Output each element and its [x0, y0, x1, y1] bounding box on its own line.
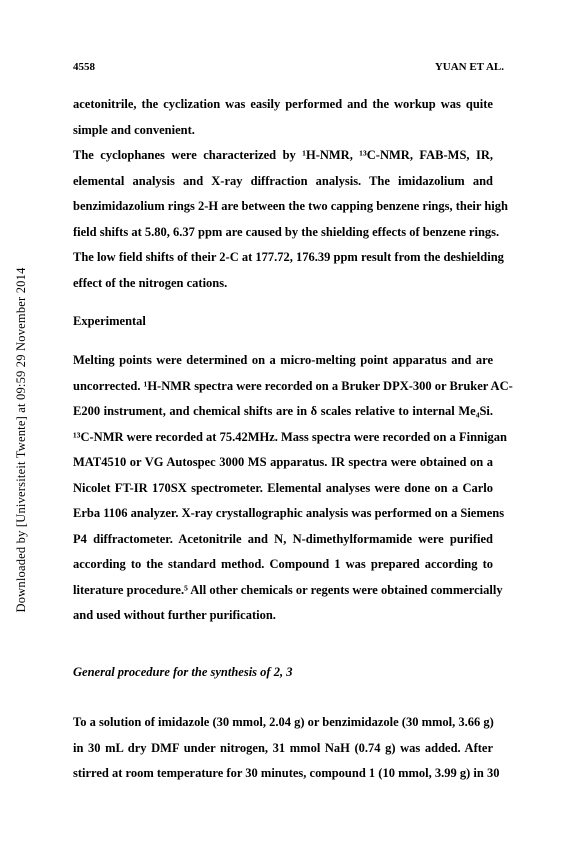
text-line: Nicolet FT-IR 170SX spectrometer. Elemental analyses were done on a Carlo: [73, 480, 493, 495]
text-line: effect of the nitrogen cations.: [73, 275, 228, 290]
text-line: MAT4510 or VG Autospec 3000 MS apparatus. IR spectra were obtained on a: [73, 455, 493, 469]
page-number: 4558: [73, 61, 95, 73]
text-line: ¹³C-NMR were recorded at 75.42MHz. Mass spectra were recorded on a Finnigan: [73, 429, 507, 444]
text-line: The low field shifts of their 2-C at 177.72, 176.39 ppm result from the deshielding: [73, 250, 504, 264]
paragraph-experimental: [73, 348, 513, 629]
text-line: To a solution of imidazole (30 mmol, 2.04 g) or benzimidazole (30 mmol, 3.66 g): [73, 715, 494, 729]
text-line: in 30 mL dry DMF under nitrogen, 31 mmol NaH (0.74 g) was added. After: [73, 740, 493, 755]
download-watermark: Downloaded by [Universiteit Twente] at 09:59 29 November 2014: [14, 267, 28, 613]
text-line: Melting points were determined on a micro-melting point apparatus and are: [73, 353, 493, 367]
text-line: elemental analysis and X-ray diffraction analysis. The imidazolium and: [73, 173, 493, 188]
text-line: according to the standard method. Compound 1 was prepared according to: [73, 557, 493, 571]
paragraph-general-procedure: [73, 710, 500, 787]
text-line: simple and convenient.: [73, 122, 195, 137]
text-line: stirred at room temperature for 30 minutes, compound 1 (10 mmol, 3.99 g) in 30: [73, 766, 500, 780]
text-line: field shifts at 5.80, 6.37 ppm are caused by the shielding effects of benzene rings.: [73, 224, 500, 239]
text-line: E200 instrument, and chemical shifts are in δ scales relative to internal Me₄Si.: [73, 404, 493, 418]
text-line: and used without further purification.: [73, 608, 276, 622]
paragraph-characterization: [73, 143, 508, 296]
text-line: The cyclophanes were characterized by ¹H-NMR, ¹³C-NMR, FAB-MS, IR,: [73, 148, 493, 162]
text-line: P4 diffractometer. Acetonitrile and N, N-dimethylformamide were purified: [73, 531, 493, 546]
text-line: benzimidazolium rings 2-H are between the two capping benzene rings, their high: [73, 199, 508, 213]
subsection-heading-general-procedure: General procedure for the synthesis of 2, 3: [73, 665, 293, 679]
running-header: [73, 61, 504, 75]
text-line: Erba 1106 analyzer. X-ray crystallographic analysis was performed on a Siemens: [73, 506, 505, 520]
text-line: uncorrected. ¹H-NMR spectra were recorded on a Bruker DPX-300 or Bruker AC-: [73, 378, 513, 393]
text-line: literature procedure.⁵ All other chemicals or regents were obtained commercially: [73, 582, 503, 597]
paragraph-intro: [73, 92, 493, 143]
running-title: YUAN ET AL.: [434, 61, 504, 73]
text-line: acetonitrile, the cyclization was easily performed and the workup was quite: [73, 97, 493, 111]
section-heading-experimental: Experimental: [73, 314, 146, 328]
